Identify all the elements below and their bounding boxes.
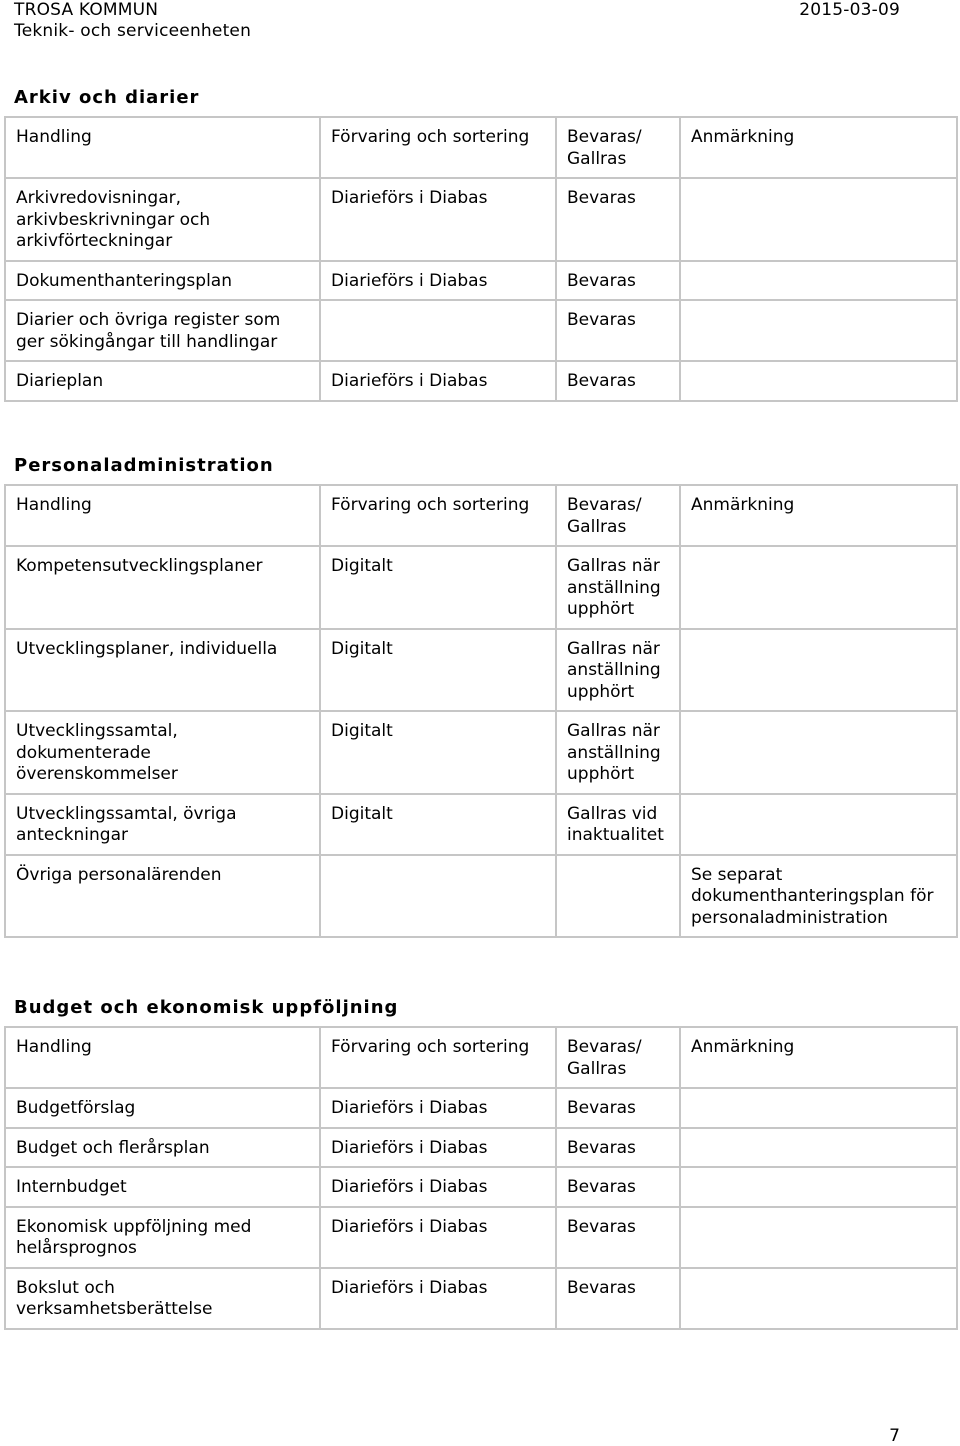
table-row xyxy=(5,1088,957,1128)
cell-forvaring xyxy=(320,855,556,938)
cell-anmarkning xyxy=(680,629,957,712)
cell-bevaras-gallras: Bevaras xyxy=(556,261,680,301)
cell-bevaras-gallras: Bevaras xyxy=(556,1268,680,1329)
column-header-handling: Handling xyxy=(5,485,320,546)
cell-forvaring: Diarieförs i Diabas xyxy=(320,361,556,401)
cell-handling: Arkivredovisningar, arkivbeskrivningar och arkivförteckningar xyxy=(5,178,320,261)
cell-bevaras-gallras: Gallras när anställning upphört xyxy=(556,629,680,712)
cell-anmarkning xyxy=(680,1167,957,1207)
cell-handling: Ekonomisk uppföljning med helårsprognos xyxy=(5,1207,320,1268)
cell-handling: Övriga personalärenden xyxy=(5,855,320,938)
table-row xyxy=(5,711,957,794)
cell-bevaras-gallras: Bevaras xyxy=(556,1128,680,1168)
cell-forvaring: Diarieförs i Diabas xyxy=(320,261,556,301)
cell-bevaras-gallras: Gallras vid inaktualitet xyxy=(556,794,680,855)
column-header-bevaras-gallras: Bevaras/ Gallras xyxy=(556,1027,680,1088)
cell-anmarkning xyxy=(680,361,957,401)
cell-anmarkning xyxy=(680,1128,957,1168)
cell-handling: Utvecklingssamtal, dokumenterade överenskommelser xyxy=(5,711,320,794)
table-row xyxy=(5,361,957,401)
table-personaladministration xyxy=(4,484,958,938)
cell-handling: Utvecklingssamtal, övriga anteckningar xyxy=(5,794,320,855)
table-arkiv-och-diarier xyxy=(4,116,958,402)
cell-handling: Bokslut och verksamhetsberättelse xyxy=(5,1268,320,1329)
cell-anmarkning xyxy=(680,711,957,794)
table-row xyxy=(5,546,957,629)
table-row xyxy=(5,178,957,261)
cell-anmarkning xyxy=(680,1268,957,1329)
organization-name: TROSA KOMMUN xyxy=(14,0,159,20)
cell-handling: Budget och flerårsplan xyxy=(5,1128,320,1168)
cell-anmarkning xyxy=(680,1207,957,1268)
column-header-anmarkning: Anmärkning xyxy=(680,1027,957,1088)
cell-anmarkning xyxy=(680,178,957,261)
section-title-personaladministration: Personaladministration xyxy=(14,455,274,476)
document-date: 2015-03-09 xyxy=(799,0,900,20)
column-header-handling: Handling xyxy=(5,1027,320,1088)
table-row xyxy=(5,794,957,855)
cell-anmarkning: Se separat dokumenthanteringsplan för personaladministration xyxy=(680,855,957,938)
table-header-row xyxy=(5,1027,957,1088)
cell-bevaras-gallras xyxy=(556,855,680,938)
table-header-row xyxy=(5,485,957,546)
column-header-forvaring: Förvaring och sortering xyxy=(320,117,556,178)
cell-bevaras-gallras: Bevaras xyxy=(556,1088,680,1128)
cell-bevaras-gallras: Bevaras xyxy=(556,178,680,261)
table-row xyxy=(5,1128,957,1168)
cell-handling: Diarier och övriga register som ger sökingångar till handlingar xyxy=(5,300,320,361)
cell-forvaring xyxy=(320,300,556,361)
cell-anmarkning xyxy=(680,794,957,855)
cell-forvaring: Diarieförs i Diabas xyxy=(320,1128,556,1168)
cell-bevaras-gallras: Gallras när anställning upphört xyxy=(556,546,680,629)
table-budget-och-ekonomisk-uppfoljning xyxy=(4,1026,958,1330)
table-row xyxy=(5,1268,957,1329)
column-header-forvaring: Förvaring och sortering xyxy=(320,485,556,546)
cell-forvaring: Diarieförs i Diabas xyxy=(320,178,556,261)
table-row xyxy=(5,1167,957,1207)
cell-bevaras-gallras: Bevaras xyxy=(556,300,680,361)
cell-anmarkning xyxy=(680,261,957,301)
table-row xyxy=(5,855,957,938)
table-row xyxy=(5,629,957,712)
column-header-forvaring: Förvaring och sortering xyxy=(320,1027,556,1088)
cell-handling: Diarieplan xyxy=(5,361,320,401)
column-header-bevaras-gallras: Bevaras/ Gallras xyxy=(556,117,680,178)
department-name: Teknik- och serviceenheten xyxy=(14,21,252,41)
table-row xyxy=(5,300,957,361)
page-number: 7 xyxy=(889,1426,900,1446)
cell-handling: Utvecklingsplaner, individuella xyxy=(5,629,320,712)
column-header-handling: Handling xyxy=(5,117,320,178)
section-title-budget-och-ekonomisk-uppfoljning: Budget och ekonomisk uppföljning xyxy=(14,997,399,1018)
table-row xyxy=(5,261,957,301)
cell-handling: Internbudget xyxy=(5,1167,320,1207)
cell-bevaras-gallras: Gallras när anställning upphört xyxy=(556,711,680,794)
cell-bevaras-gallras: Bevaras xyxy=(556,1167,680,1207)
cell-handling: Budgetförslag xyxy=(5,1088,320,1128)
cell-forvaring: Digitalt xyxy=(320,629,556,712)
cell-forvaring: Diarieförs i Diabas xyxy=(320,1207,556,1268)
cell-forvaring: Digitalt xyxy=(320,711,556,794)
table-row xyxy=(5,1207,957,1268)
cell-bevaras-gallras: Bevaras xyxy=(556,361,680,401)
cell-anmarkning xyxy=(680,546,957,629)
cell-forvaring: Diarieförs i Diabas xyxy=(320,1167,556,1207)
section-title-arkiv-och-diarier: Arkiv och diarier xyxy=(14,87,200,108)
cell-forvaring: Diarieförs i Diabas xyxy=(320,1088,556,1128)
column-header-anmarkning: Anmärkning xyxy=(680,485,957,546)
cell-forvaring: Digitalt xyxy=(320,794,556,855)
cell-anmarkning xyxy=(680,1088,957,1128)
cell-anmarkning xyxy=(680,300,957,361)
cell-bevaras-gallras: Bevaras xyxy=(556,1207,680,1268)
table-header-row xyxy=(5,117,957,178)
cell-handling: Kompetensutvecklingsplaner xyxy=(5,546,320,629)
column-header-bevaras-gallras: Bevaras/ Gallras xyxy=(556,485,680,546)
cell-forvaring: Diarieförs i Diabas xyxy=(320,1268,556,1329)
column-header-anmarkning: Anmärkning xyxy=(680,117,957,178)
cell-forvaring: Digitalt xyxy=(320,546,556,629)
cell-handling: Dokumenthanteringsplan xyxy=(5,261,320,301)
